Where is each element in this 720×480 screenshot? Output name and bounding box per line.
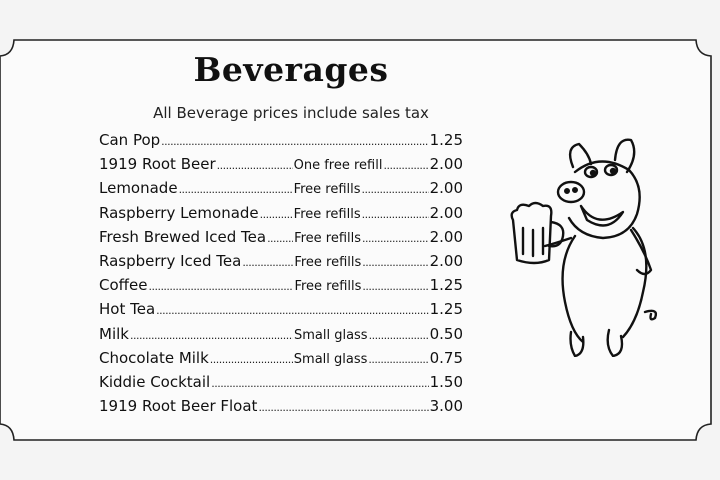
menu-item-name: Hot Tea — [99, 300, 156, 319]
menu-title: Beverages — [193, 50, 389, 89]
menu-item-note: Free refills — [293, 206, 361, 222]
menu-item-price: 0.75 — [429, 348, 463, 367]
menu-item-name: Fresh Brewed Iced Tea — [99, 227, 267, 246]
dot-leader — [148, 275, 293, 299]
dot-leader — [383, 154, 428, 178]
dot-leader — [362, 275, 428, 299]
menu-item-note: Free refills — [294, 279, 362, 295]
menu-item — [99, 370, 463, 394]
menu-item-price: 1.25 — [429, 300, 463, 319]
menu-item-name: Milk — [99, 324, 129, 343]
menu-item — [99, 394, 463, 418]
pig-holding-root-beer-mug-icon — [505, 132, 665, 357]
menu-item-name: Coffee — [99, 276, 148, 295]
menu-item-note: Free refills — [294, 230, 362, 246]
dot-leader — [211, 372, 428, 396]
menu-item-price: 2.00 — [429, 203, 463, 222]
dot-leader — [130, 324, 293, 348]
dot-leader — [217, 154, 293, 178]
menu-item — [99, 249, 463, 273]
menu-item-price: 2.00 — [429, 179, 463, 198]
dot-leader — [210, 348, 293, 372]
dot-leader — [179, 178, 293, 202]
menu-item — [99, 201, 463, 225]
dot-leader — [362, 251, 428, 275]
menu-item-note: Free refills — [294, 254, 362, 270]
menu-item — [99, 322, 463, 346]
menu-item-name: 1919 Root Beer Float — [99, 397, 258, 416]
menu-item-name: Lemonade — [99, 179, 178, 198]
dot-leader — [260, 203, 293, 227]
dot-leader — [156, 299, 428, 323]
menu-item — [99, 152, 463, 176]
dot-leader — [368, 348, 428, 372]
dot-leader — [258, 396, 428, 420]
menu-item-note: Small glass — [293, 351, 368, 367]
menu-item-price: 2.00 — [429, 227, 463, 246]
menu-item-name: Can Pop — [99, 131, 161, 149]
dot-leader — [161, 130, 428, 154]
menu-item-name: Chocolate Milk — [99, 348, 209, 367]
menu-item-name: Raspberry Lemonade — [99, 203, 259, 222]
menu-item — [99, 346, 463, 370]
menu-item-note: Free refills — [293, 182, 361, 198]
menu-item-price: 1.25 — [429, 131, 463, 149]
menu-item — [99, 176, 463, 200]
menu-item — [99, 225, 463, 249]
dot-leader — [267, 227, 293, 251]
menu-item-name: Kiddie Cocktail — [99, 372, 211, 391]
menu-item-price: 2.00 — [429, 155, 463, 174]
menu-item — [99, 128, 463, 152]
menu-item-name: 1919 Root Beer — [99, 155, 216, 174]
menu-item — [99, 273, 463, 297]
dot-leader — [242, 251, 293, 275]
menu-subtitle: All Beverage prices include sales tax — [153, 104, 429, 122]
dot-leader — [362, 203, 429, 227]
menu-item-note: One free refill — [293, 158, 383, 174]
menu-item-price: 2.00 — [429, 251, 463, 270]
beverage-list — [99, 128, 463, 418]
dot-leader — [369, 324, 429, 348]
dot-leader — [362, 178, 429, 202]
menu-item-price: 1.25 — [429, 276, 463, 295]
menu-item-price: 3.00 — [429, 397, 463, 416]
dot-leader — [362, 227, 429, 251]
menu-item — [99, 297, 463, 321]
menu-item-note: Small glass — [293, 327, 368, 343]
menu-item-price: 1.50 — [429, 372, 463, 391]
menu-item-price: 0.50 — [429, 324, 463, 343]
menu-item-name: Raspberry Iced Tea — [99, 251, 242, 270]
